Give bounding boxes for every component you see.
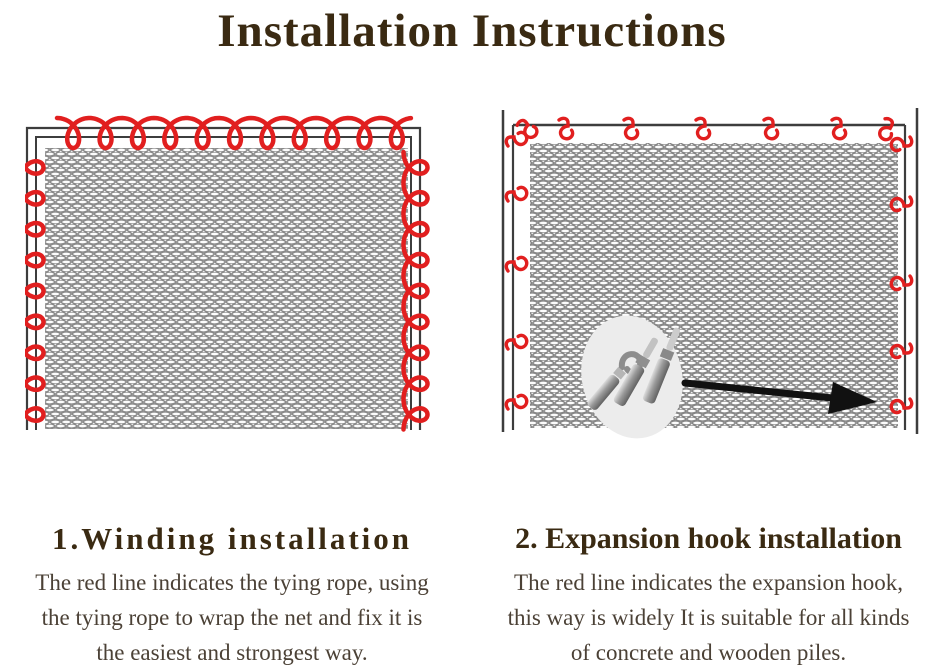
expansion-hook-icon [764,118,778,138]
expansion-hook-icon [506,335,526,349]
expansion-hook-icon [506,187,526,201]
expansion-caption [473,519,944,670]
winding-rope-left-icon [25,152,44,430]
expansion-body-line: of concrete and wooden piles. [570,640,847,665]
expansion-hook-icon [624,118,638,138]
winding-rope-right-icon [404,152,428,430]
expansion-hook-icon [506,257,526,271]
page-title: Installation Instructions [217,5,727,57]
expansion-hook-icon [506,132,526,146]
expansion-body-line: The red line indicates the expansion hook, [514,570,903,595]
expansion-hook-icon [696,118,710,138]
net-mesh [45,148,408,429]
expansion-hook-icon [506,395,526,409]
expansion-hook-icon [559,118,573,138]
winding-installation-illustration [25,112,455,442]
winding-body-line: the tying rope to wrap the net and fix it is [41,605,423,630]
winding-rope-top-icon [57,118,411,148]
winding-body-line: The red line indicates the tying rope, using [35,570,429,595]
expansion-illustration-svg [480,105,944,445]
expansion-hook-installation-illustration [480,105,944,445]
winding-illustration-svg [25,112,455,442]
expansion-body-line: this way is widely It is suitable for all kinds [507,605,910,630]
winding-body-line: the easiest and strongest way. [96,640,368,665]
expansion-heading: 2. Expansion hook installation [515,522,902,555]
expansion-hook-icon [832,118,846,138]
winding-heading: 1.Winding installation [51,521,413,556]
winding-caption [2,519,462,670]
